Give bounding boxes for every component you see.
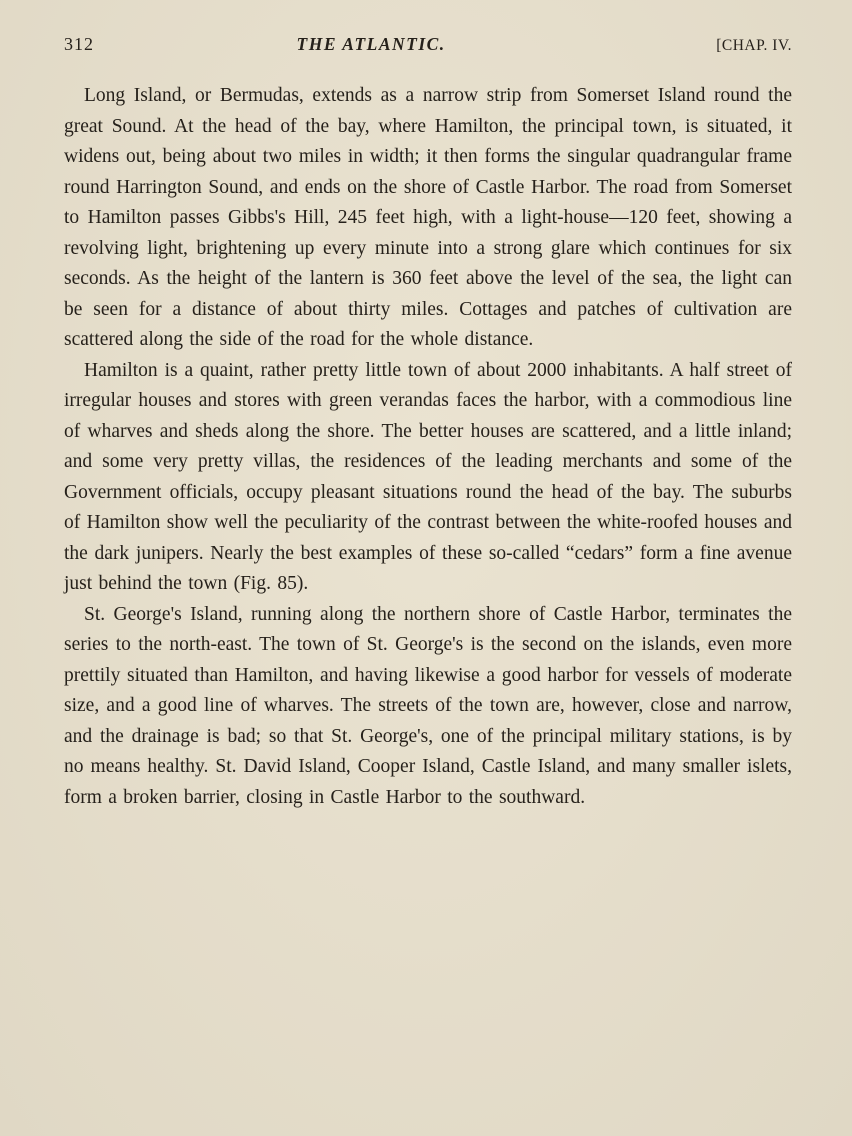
chapter-label: [CHAP. IV. — [716, 37, 792, 54]
page-number: 312 — [64, 34, 94, 54]
paragraph-long-island: Long Island, or Bermudas, extends as a narrow strip from Somerset Island round the great Sound. At the head of the bay, where Hamilton, the principal town, is situated, it widens out, being about two miles in width; it then forms the singular quadrangular frame round Harrington Sound, and ends on the shore of Castle Harbor. The road from Somerset to Hamilton passes Gibbs's Hill, 245 feet high, with a light-house—120 feet, showing a revolving light, brightening up every minute into a strong glare which continues for six seconds. As the height of the lantern is 360 feet above the level of the sea, the light can be seen for a distance of about thirty miles. Cottages and patches of cultivation are scattered along the side of the road for the whole distance. — [64, 85, 792, 350]
paragraph-st-georges: St. George's Island, running along the northern shore of Castle Harbor, terminates the series to the north-east. The town of St. George's is the second on the islands, even more prettily situated than Hamilton, and having likewise a good harbor for vessels of moderate size, and a good line of wharves. The streets of the town are, however, close and narrow, and the drainage is bad; so that St. George's, one of the principal military stations, is by no means healthy. St. David Island, Cooper Island, Castle Island, and many smaller islets, form a broken barrier, closing in Castle Harbor to the southward. — [64, 603, 792, 808]
running-title: THE ATLANTIC. — [296, 34, 446, 54]
body-text — [64, 81, 792, 813]
running-header — [64, 34, 792, 55]
paragraph-hamilton: Hamilton is a quaint, rather pretty little town of about 2000 inhabitants. A half street of irregular houses and stores with green verandas faces the harbor, with a commodious line of wharves and sheds along the shore. The better houses are scattered, and a little inland; and some very pretty villas, the residences of the leading merchants and some of the Government officials, occupy pleasant situations round the head of the bay. The suburbs of Hamilton show well the peculiarity of the contrast between the white-roofed houses and the dark junipers. Nearly the best examples of these so-called “cedars” form a fine avenue just behind the town (Fig. 85). — [64, 359, 792, 594]
